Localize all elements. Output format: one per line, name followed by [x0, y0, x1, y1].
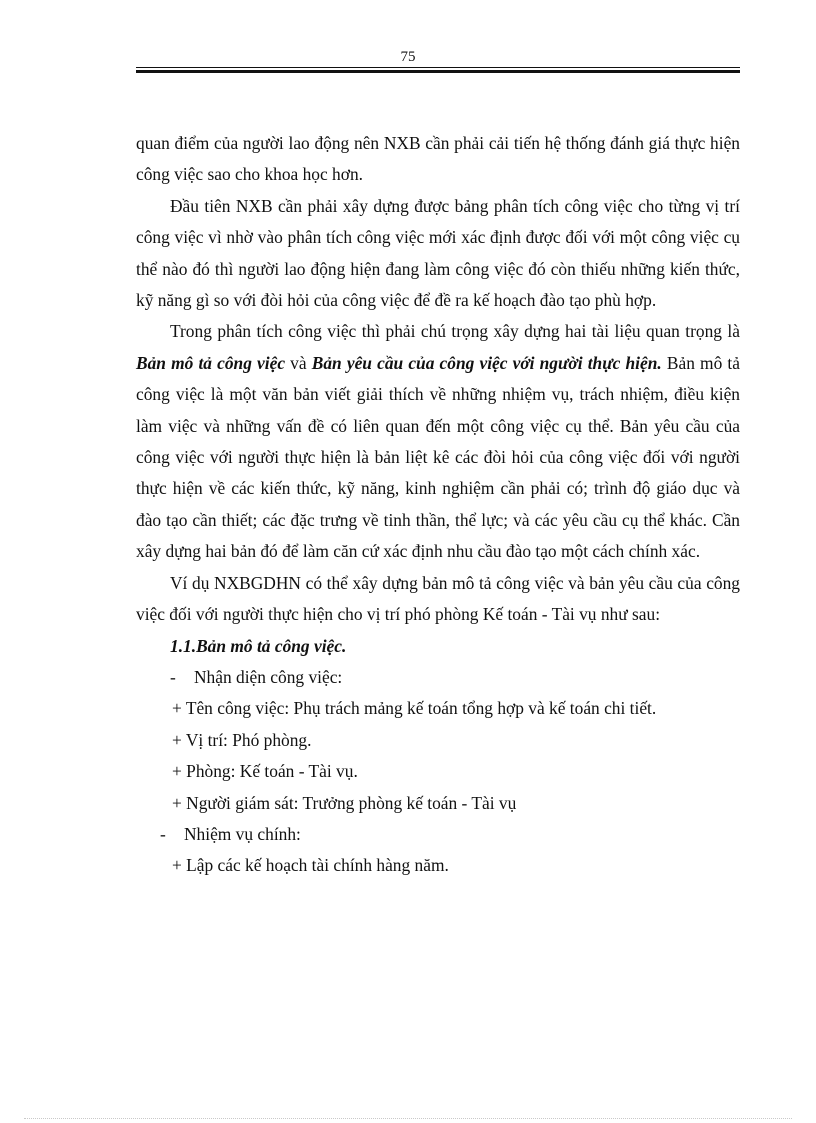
text-run: Bản mô tả công việc là một văn bản viết giải thích về những nhiệm vụ, trách nhiệm, điều kiện làm việc và những vấn đề có liên quan đến một công việc cụ thể. Bản yêu cầu của công việc với người thực hiện là bản liệt kê các đòi hỏi của công việc đối với người thực hiện về các kiến thức, kỹ năng, kinh nghiệm cần phải có; trình độ giáo dục và đào tạo cần thiết; các đặc trưng về tinh thần, thể lực; và các yêu cầu cụ thể khác. Cần xây dựng hai bản đó để làm căn cứ xác định nhu cầu đào tạo một cách chính xác. [136, 352, 740, 562]
text-run: Trong phân tích công việc thì phải chú trọng xây dựng hai tài liệu quan trọng là [170, 321, 740, 342]
list-dash-duties [136, 819, 740, 850]
dash-bullet: - [160, 823, 166, 844]
term-job-description: Bản mô tả công việc [136, 352, 286, 373]
text-run: và [285, 352, 312, 373]
list-label: Nhận diện công việc: [194, 666, 343, 687]
paragraph-two-documents [136, 316, 740, 567]
list-plus-item: + Người giám sát: Trưởng phòng kế toán - Tài vụ [172, 792, 517, 813]
list-plus-item: + Phòng: Kế toán - Tài vụ. [172, 761, 358, 782]
dash-bullet: - [170, 666, 176, 687]
page-number: 75 [400, 49, 416, 65]
paragraph-continued: quan điểm của người lao động nên NXB cần phải cải tiến hệ thống đánh giá thực hiện công việc sao cho khoa học hơn. [136, 133, 740, 185]
header-rule-thick [136, 70, 740, 73]
section-heading: 1.1.Bản mô tả công việc. [170, 635, 347, 656]
paragraph-example: Ví dụ NXBGDHN có thể xây dựng bản mô tả công việc và bản yêu cầu của công việc đối với người thực hiện cho vị trí phó phòng Kế toán - Tài vụ như sau: [136, 572, 740, 625]
document-body [136, 128, 740, 882]
list-dash-identification [136, 662, 740, 693]
list-label: Nhiệm vụ chính: [184, 823, 301, 844]
list-plus-item: + Lập các kế hoạch tài chính hàng năm. [172, 855, 449, 876]
footer-dotted-rule [24, 1118, 792, 1119]
term-job-specification: Bản yêu cầu của công việc với người thực hiện. [311, 352, 662, 373]
list-plus-item: + Tên công việc: Phụ trách mảng kế toán tổng hợp và kế toán chi tiết. [172, 698, 657, 719]
list-plus-item: + Vị trí: Phó phòng. [172, 729, 312, 750]
header-rule-thin [136, 67, 740, 68]
paragraph-job-analysis: Đầu tiên NXB cần phải xây dựng được bảng phân tích công việc cho từng vị trí công việc vì nhờ vào phân tích công việc mới xác định được đối với một công việc cụ thể nào đó thì người lao động hiện đang làm công việc đó còn thiếu những kiến thức, kỹ năng gì so với đòi hỏi của công việc để đề ra kế hoạch đào tạo phù hợp. [136, 195, 740, 311]
